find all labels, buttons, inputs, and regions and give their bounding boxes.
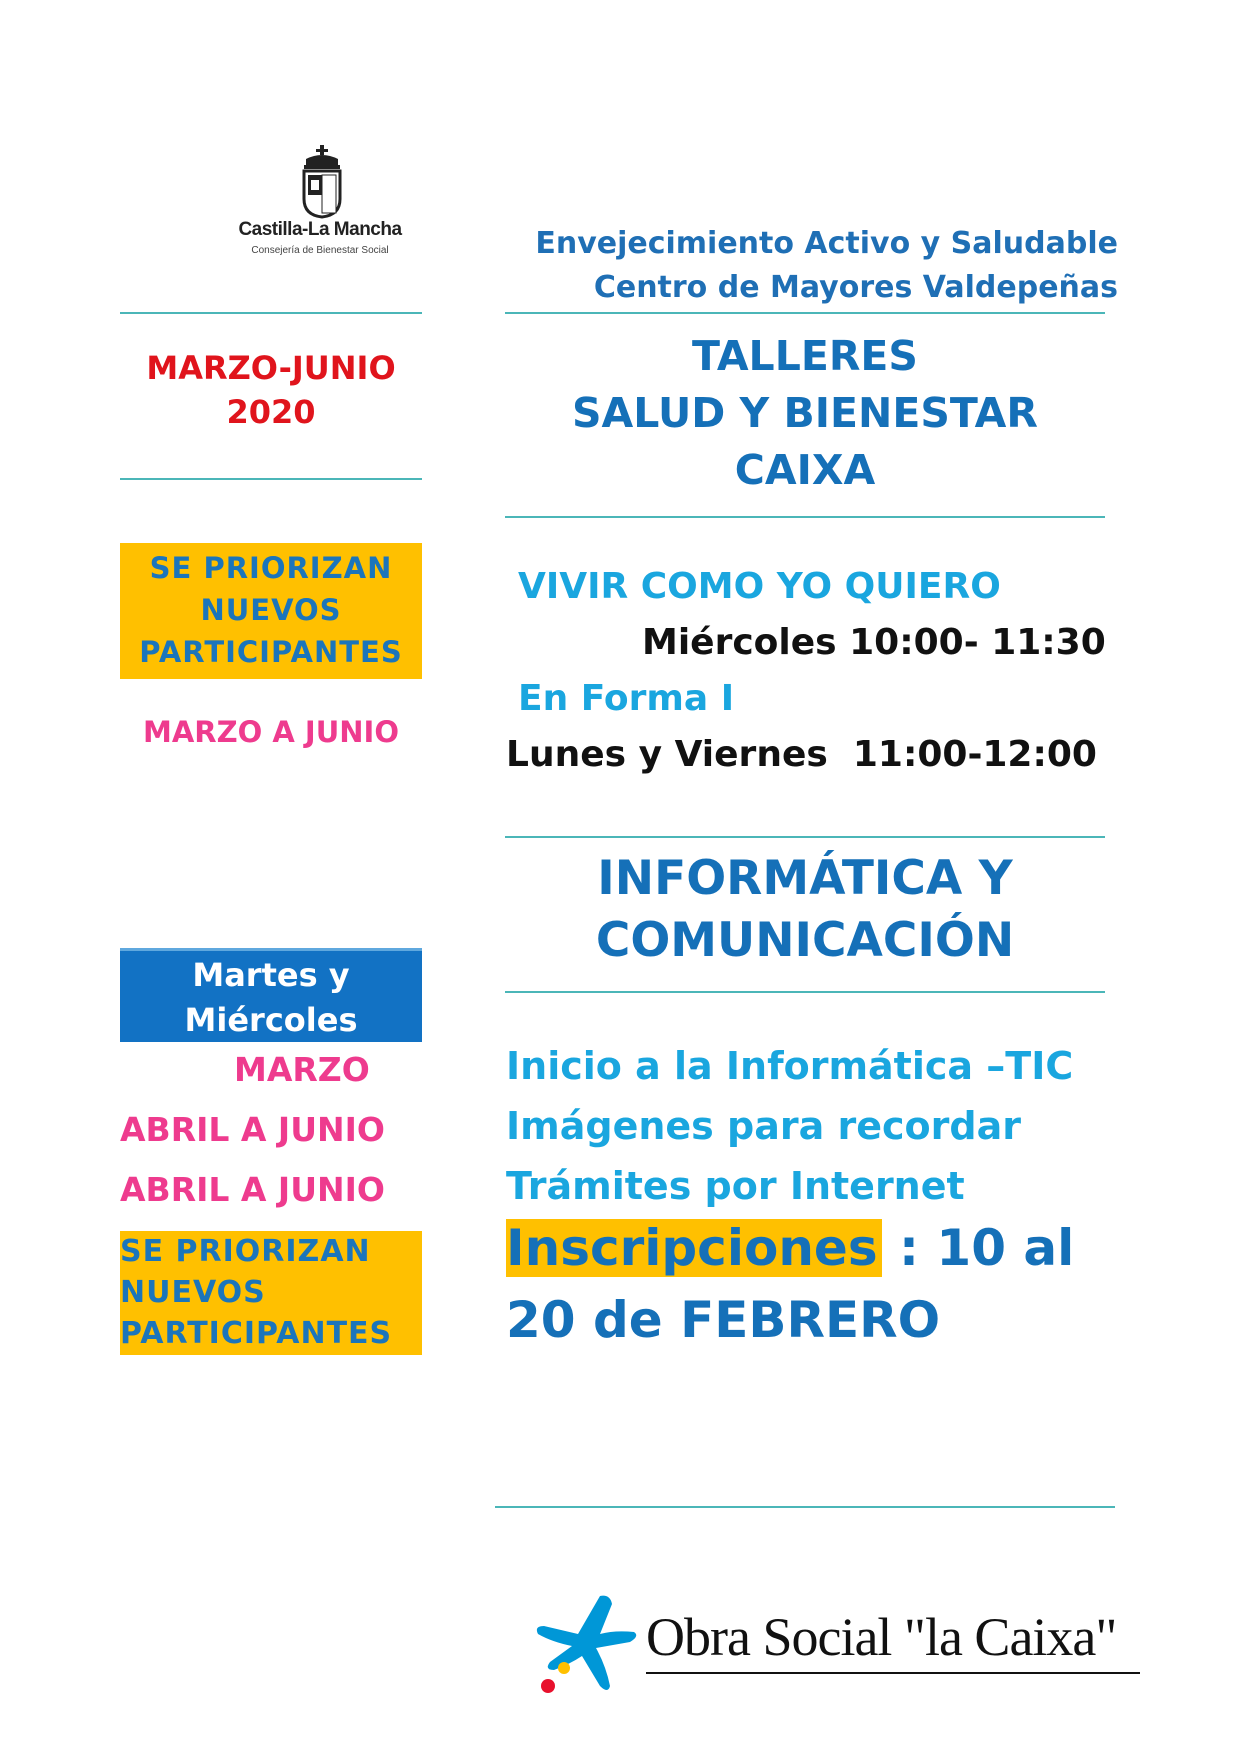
registration-line2: 20 de FEBRERO <box>506 1291 941 1349</box>
logo-subtitle: Consejería de Bienestar Social <box>251 245 389 256</box>
divider-right-4 <box>505 991 1105 993</box>
range1-label: MARZO A JUNIO <box>142 715 399 749</box>
month-marzo-label: MARZO <box>234 1050 370 1089</box>
caixa-star-icon <box>530 1594 640 1694</box>
period-line1: MARZO-JUNIO <box>146 349 396 387</box>
section2-item-1: Inicio a la Informática –TIC <box>506 1044 1074 1088</box>
divider-left-1 <box>120 312 422 314</box>
section2-item-3: Trámites por Internet <box>506 1164 965 1208</box>
range3-label: ABRIL A JUNIO <box>120 1170 385 1209</box>
section1-title <box>505 328 1105 499</box>
priority2-line2: NUEVOS <box>120 1275 266 1310</box>
divider-right-3 <box>505 836 1105 838</box>
priority2-line1: SE PRIORIZAN <box>120 1234 371 1269</box>
days-line2: Miércoles <box>184 1001 358 1039</box>
castilla-la-mancha-logo <box>230 135 410 265</box>
section2-title-line2: COMUNICACIÓN <box>595 913 1015 968</box>
registration-dates-start: : 10 al <box>881 1219 1075 1277</box>
section1-title-line2: SALUD Y BIENESTAR <box>572 389 1038 437</box>
divider-right-1 <box>505 312 1105 314</box>
section1-title-line1: TALLERES <box>692 332 918 380</box>
registration-line1 <box>506 1212 1074 1284</box>
logo-name: Castilla-La Mancha <box>238 219 402 240</box>
registration-label: Inscripciones <box>506 1219 882 1277</box>
section2-title-line1: INFORMÁTICA Y <box>597 851 1013 906</box>
section2-title <box>505 848 1105 972</box>
workshop1-time: Miércoles 10:00- 11:30 <box>642 622 1106 663</box>
priority1-line1: SE PRIORIZAN <box>149 551 393 585</box>
priority2-line3: PARTICIPANTES <box>120 1316 393 1351</box>
days-line1: Martes y <box>192 956 350 994</box>
divider-right-2 <box>505 516 1105 518</box>
priority-box-1 <box>120 543 422 679</box>
divider-right-5 <box>495 1506 1115 1508</box>
workshop2-name: En Forma I <box>518 678 735 719</box>
la-caixa-logo <box>530 1590 1150 1700</box>
caixa-text: Obra Social "la Caixa" <box>646 1607 1117 1667</box>
period-label <box>120 346 422 434</box>
period-line2: 2020 <box>226 393 316 431</box>
header-line2: Centro de Mayores Valdepeñas <box>593 270 1118 305</box>
caixa-underline <box>646 1672 1140 1674</box>
priority1-line3: PARTICIPANTES <box>139 635 403 669</box>
header-line1: Envejecimiento Activo y Saludable <box>535 226 1118 261</box>
priority-box-2 <box>120 1231 422 1355</box>
section2-item-2: Imágenes para recordar <box>506 1104 1021 1148</box>
divider-left-2 <box>120 478 422 480</box>
coat-of-arms-icon <box>300 145 344 219</box>
priority1-line2: NUEVOS <box>200 593 342 627</box>
days-box <box>120 948 422 1042</box>
workshop2-time: Lunes y Viernes 11:00-12:00 <box>506 734 1097 775</box>
range2-label: ABRIL A JUNIO <box>120 1110 385 1149</box>
workshop1-name: VIVIR COMO YO QUIERO <box>518 566 1001 607</box>
section1-title-line3: CAIXA <box>734 446 876 494</box>
